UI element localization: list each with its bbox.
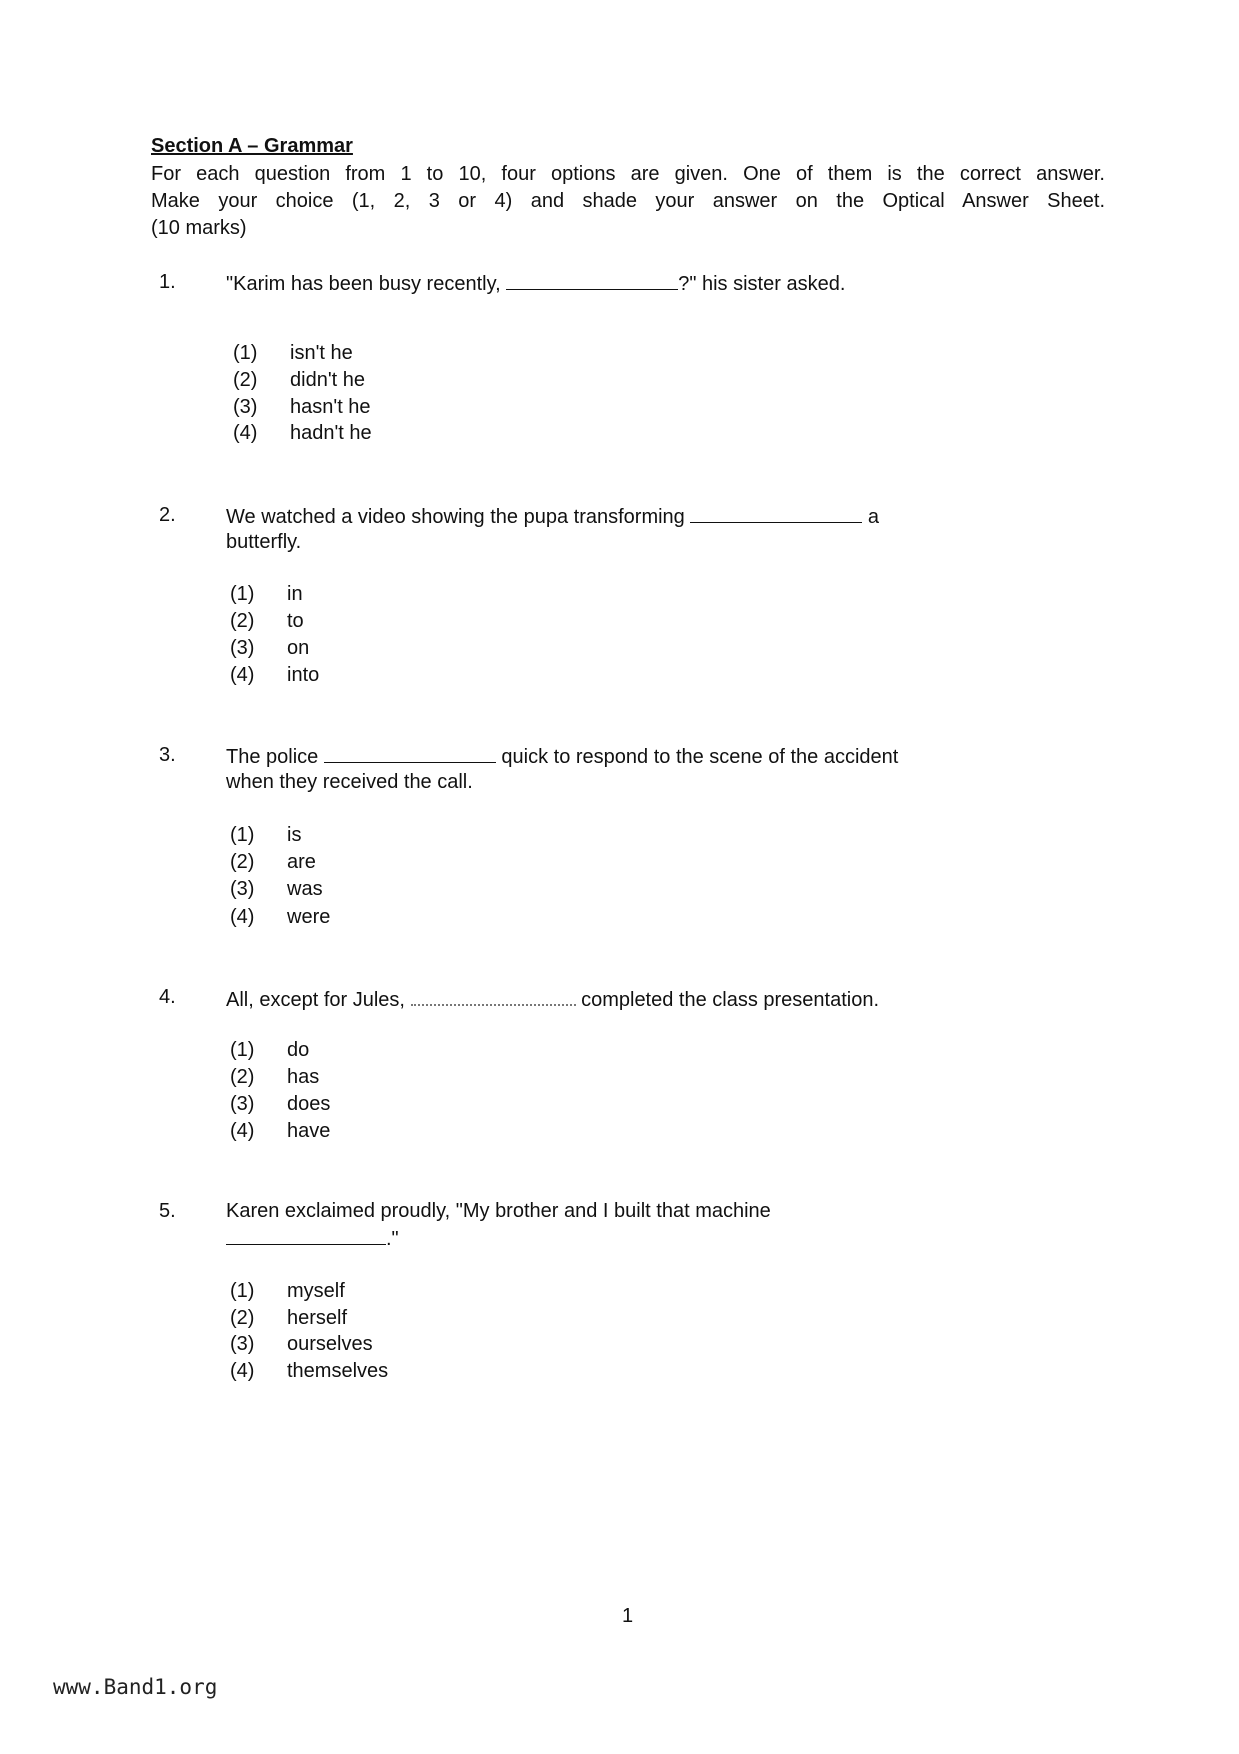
option-text: have (287, 1120, 331, 1142)
option-4 (230, 1360, 388, 1382)
option-number: (2) (233, 369, 258, 391)
option-text: in (287, 583, 303, 605)
question-text-after: ?" his sister asked. (678, 273, 846, 295)
option-1 (230, 1280, 345, 1302)
option-number: (1) (233, 342, 258, 364)
question-text (226, 744, 898, 768)
option-number: (4) (230, 664, 255, 686)
question-text-before: The police (226, 746, 324, 768)
question-text-before: "Karim has been busy recently, (226, 273, 507, 295)
option-4 (230, 906, 330, 928)
option-2 (230, 1307, 347, 1329)
option-text: hasn't he (290, 396, 371, 418)
option-4 (230, 1120, 330, 1142)
option-number: (2) (230, 610, 255, 632)
option-text: are (287, 851, 316, 873)
option-3 (230, 1333, 373, 1355)
option-text: myself (287, 1280, 345, 1302)
option-1 (230, 824, 301, 846)
option-number: (4) (230, 906, 255, 928)
question-number: 5. (159, 1200, 176, 1222)
option-text: to (287, 610, 304, 632)
page-number: 1 (622, 1605, 634, 1627)
option-2 (230, 851, 316, 873)
option-3 (230, 1093, 330, 1115)
option-4 (230, 664, 319, 686)
question-text-line-2: butterfly. (226, 531, 302, 553)
option-3 (230, 878, 323, 900)
option-text: hadn't he (290, 422, 372, 444)
option-number: (1) (230, 1280, 255, 1302)
question-text-line-2: when they received the call. (226, 771, 473, 793)
option-number: (1) (230, 583, 255, 605)
option-number: (3) (230, 1333, 255, 1355)
option-text: is (287, 824, 302, 846)
option-text: on (287, 637, 310, 659)
question-text (226, 271, 845, 295)
question-text: Karen exclaimed proudly, "My brother and I built that machine (226, 1200, 771, 1222)
option-4 (233, 422, 372, 444)
option-text: were (287, 906, 331, 928)
section-title: Section A – Grammar (151, 135, 353, 157)
footer-watermark: www.Band1.org (53, 1675, 218, 1699)
option-number: (1) (230, 1039, 255, 1061)
question-text-before: We watched a video showing the pupa transforming (226, 506, 691, 528)
option-2 (230, 1066, 319, 1088)
option-2 (230, 610, 304, 632)
question-number: 3. (159, 744, 176, 766)
option-text: has (287, 1066, 320, 1088)
option-text: isn't he (290, 342, 353, 364)
instructions-line-1: For each question from 1 to 10, four options are given. One of them is the correct answer. (151, 163, 1105, 185)
answer-blank (226, 1226, 386, 1245)
option-number: (1) (230, 824, 255, 846)
question-text-after: a (862, 506, 880, 528)
question-number: 4. (159, 986, 176, 1008)
option-1 (230, 1039, 309, 1061)
option-number: (3) (230, 637, 255, 659)
question-text (226, 504, 879, 528)
option-text: herself (287, 1307, 348, 1329)
question-text (226, 986, 879, 1011)
question-text-before: All, except for Jules, (226, 989, 411, 1011)
question-text-line-2 (226, 1226, 399, 1250)
answer-blank (411, 986, 576, 1006)
answer-blank (690, 504, 862, 523)
question-text-after: quick to respond to the scene of the accident (495, 746, 899, 768)
question-number: 2. (159, 504, 176, 526)
option-text: themselves (287, 1360, 389, 1382)
option-1 (230, 583, 303, 605)
option-text: didn't he (290, 369, 365, 391)
option-number: (2) (230, 1307, 255, 1329)
question-text-after: completed the class presentation. (575, 989, 880, 1011)
option-number: (2) (230, 851, 255, 873)
question-number: 1. (159, 271, 176, 293)
instructions-line-3: (10 marks) (151, 217, 247, 239)
option-number: (4) (230, 1120, 255, 1142)
option-number: (4) (233, 422, 258, 444)
option-text: was (287, 878, 323, 900)
instructions-line-2: Make your choice (1, 2, 3 or 4) and shade your answer on the Optical Answer Sheet. (151, 190, 1105, 212)
option-text: into (287, 664, 320, 686)
option-1 (233, 342, 353, 364)
option-text: ourselves (287, 1333, 373, 1355)
option-number: (3) (233, 396, 258, 418)
option-2 (233, 369, 365, 391)
option-3 (233, 396, 371, 418)
option-text: does (287, 1093, 331, 1115)
answer-blank (506, 271, 678, 290)
option-3 (230, 637, 309, 659)
option-number: (3) (230, 1093, 255, 1115)
answer-blank (324, 744, 496, 763)
option-number: (2) (230, 1066, 255, 1088)
option-number: (3) (230, 878, 255, 900)
option-text: do (287, 1039, 310, 1061)
question-text-after: ." (386, 1228, 399, 1250)
option-number: (4) (230, 1360, 255, 1382)
